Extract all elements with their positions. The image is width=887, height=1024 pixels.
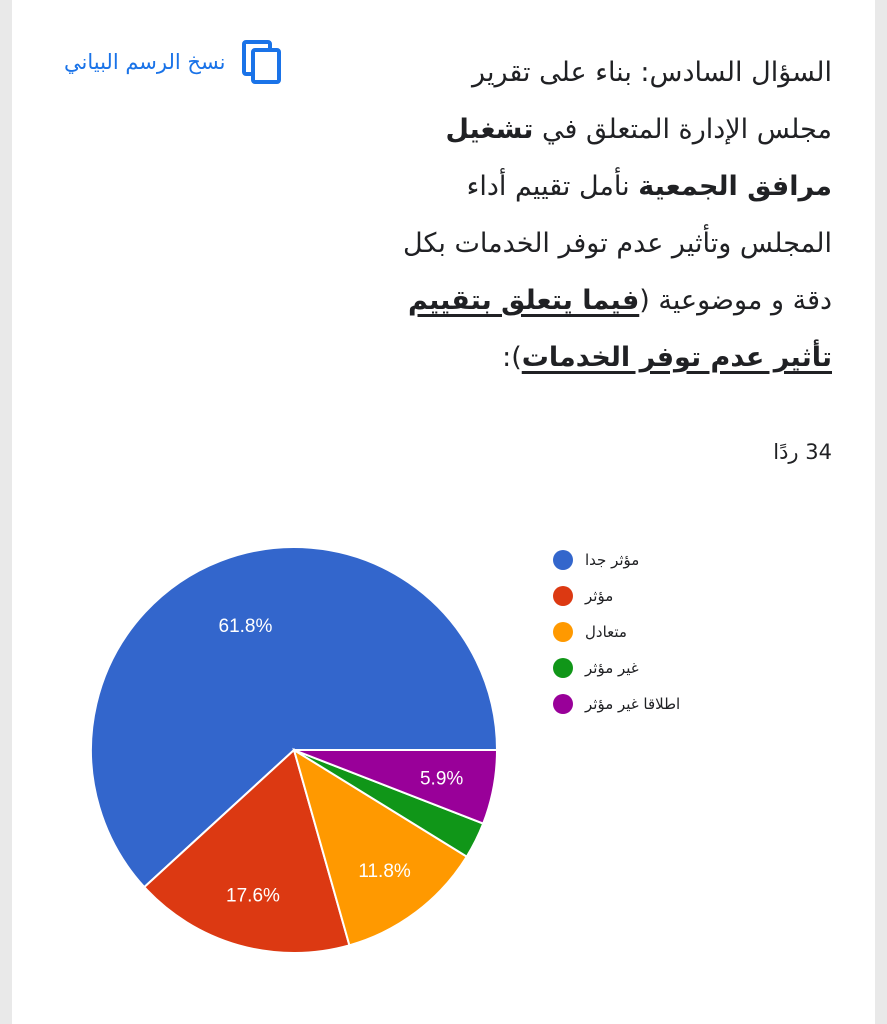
legend-label-4: غير مؤثر (585, 659, 639, 677)
legend-marker-4 (553, 658, 573, 678)
question-part-2: نأمل تقييم أداء المجلس وتأثير عدم توفر الخدمات بكل دقة و موضوعية ( (403, 171, 832, 316)
pie-chart (12, 0, 875, 1024)
legend-marker-1 (553, 550, 573, 570)
slice-label-3: 11.8% (358, 860, 411, 882)
question-part-3: ): (502, 342, 522, 373)
question-card (12, 0, 875, 1024)
legend-label-3: متعادل (585, 623, 627, 641)
question-underlined-phrase: فيما يتعلق بتقييم تأثير عدم توفر الخدمات (407, 285, 832, 373)
legend-label-2: مؤثر (585, 587, 614, 605)
legend-marker-3 (553, 622, 573, 642)
legend-label-5: اطلاقا غير مؤثر (585, 695, 681, 713)
slice-label-5: 5.9% (419, 768, 464, 790)
legend-marker-5 (553, 694, 573, 714)
responses-count: 34 ردًا (773, 440, 832, 464)
question-part-1: السؤال السادس: بناء على تقرير مجلس الإدارة المتعلق في (472, 57, 832, 145)
legend-label-1: مؤثر جدا (585, 551, 640, 569)
copy-chart-label: نسخ الرسم البياني (64, 50, 226, 74)
legend-marker-2 (553, 586, 573, 606)
slice-label-1: 61.8% (218, 616, 273, 638)
question-bold-phrase: تشغيل مرافق الجمعية (445, 114, 832, 202)
slice-label-2: 17.6% (226, 885, 280, 907)
